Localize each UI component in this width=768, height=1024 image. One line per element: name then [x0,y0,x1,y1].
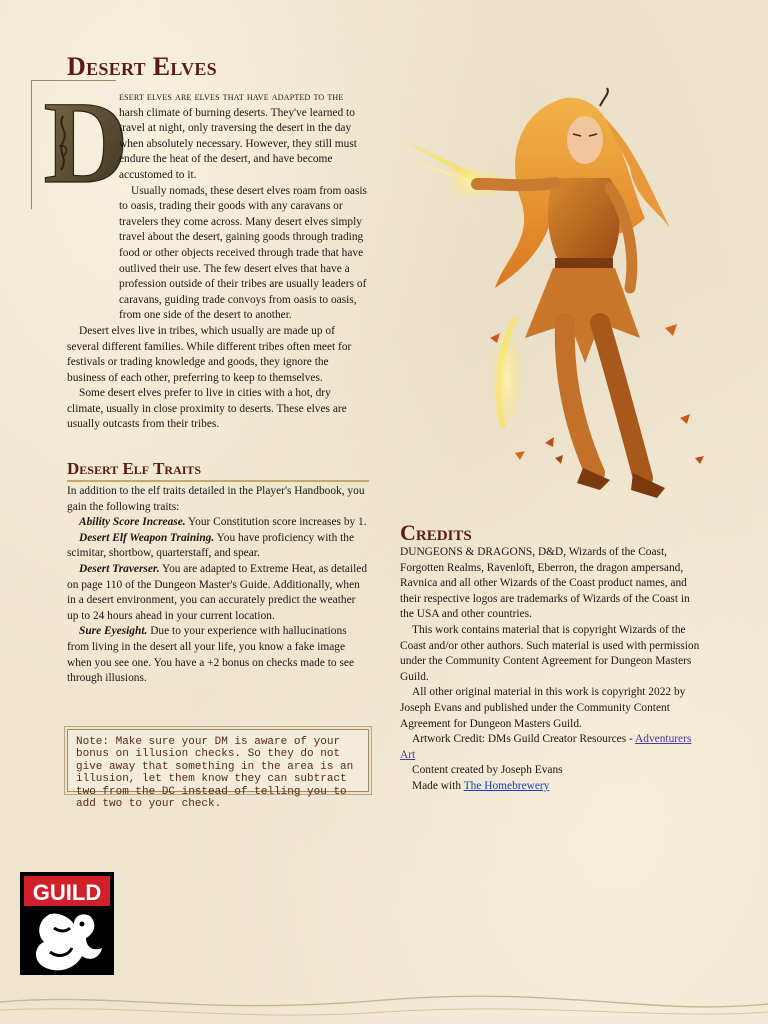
made-with: Made with The Homebrewery [412,779,550,792]
credits-paragraph: All other original material in this work is copyright 2022 by Joseph Evans and published under the Community Content Agreement for Dungeon Masters Guild. [400,686,686,730]
traits-intro: In addition to the elf traits detailed in the Player's Handbook, you gain the following traits: [67,485,365,513]
trait-item: Sure Eyesight. Due to your experience with hallucinations from living in the desert all your life, you know a fake image when you see one. You have a +2 bonus on checks made to see through illusions. [67,625,355,685]
intro-paragraph-4: Some desert elves prefer to live in cities with a hot, dry climate, usually in close proximity to deserts. These elves are usually outcasts from their tribes. [67,387,347,431]
traits-section [67,484,369,687]
page-title: Desert Elves [67,52,217,81]
desert-elf-illustration [395,88,725,508]
credits-paragraph: This work contains material that is copyright Wizards of the Coast and/or other authors. Such material is used with permission under the Community Content Agreement for Dungeon Masters Guild. [400,623,700,683]
svg-text:D: D [43,77,129,208]
credits-heading: Credits [400,520,472,545]
trait-item: Desert Elf Weapon Training. You have proficiency with the scimitar, shortbow, quarterstaff, and spear. [67,531,355,560]
note-box: Note: Make sure your DM is aware of your bonus on illusion checks. So they do not give away that something in the area is an illusion, let them know they can subtract two from the DC instead of telling you to add two to your check. [67,729,369,792]
homebrewery-link[interactable]: The Homebrewery [463,779,550,792]
dms-guild-logo [20,872,114,975]
credits-paragraph: DUNGEONS & DRAGONS, D&D, Wizards of the Coast, Forgotten Realms, Ravenloft, Eberron, the dragon ampersand, Ravnica and all other Wizards of the Coast product names, and their respective logos are trademarks of Wizards of the Coast in the USA and other countries. [400,546,690,621]
footer-ornament [0,990,768,1024]
trait-item: Ability Score Increase. Your Constitution score increases by 1. [79,516,367,529]
intro-paragraph-2: Usually nomads, these desert elves roam from oasis to oasis, trading their goods with any caravans or travelers they come across. Many desert elves simply travel about the desert, gaining goods through trading food or other objects received through trade that have outlived their use. The few desert elves that have a profession outside of their tribes are usually leaders of caravans, guiding trade convoys from oasis to oasis, from one side of the desert to another. [119,184,367,322]
trait-item: Desert Traverser. You are adapted to Extreme Heat, as detailed on page 110 of the Dungeon Master's Guide. Additionally, when in a desert environment, you can accurately predict the weather up to 24 hours ahead in your current location. [67,562,368,622]
artwork-credit: Artwork Credit: DMs Guild Creator Resources - Adventurers Art [400,733,692,761]
intro-paragraph-3: Desert elves live in tribes, which usually are made up of several different families. While different tribes often meet for festivals or trading knowledge and goods, they ignore the business of each other, preferring to keep to themselves. [67,324,352,384]
credits-section [400,545,705,795]
svg-text:GUILD: GUILD [32,880,102,905]
adventurers-art-link[interactable]: Adventurers Art [400,733,692,761]
traits-heading: Desert Elf Traits [67,459,369,482]
intro-section [43,77,369,433]
intro-paragraph-1: esert elves are elves that have adapted to the harsh climate of burning deserts. They've learned to travel at night, only traversing the desert in the day when absolutely necessary. However, they still must endure the heat of the desert, and have become accustomed to it. [119,91,357,181]
content-credit: Content created by Joseph Evans [412,764,563,777]
